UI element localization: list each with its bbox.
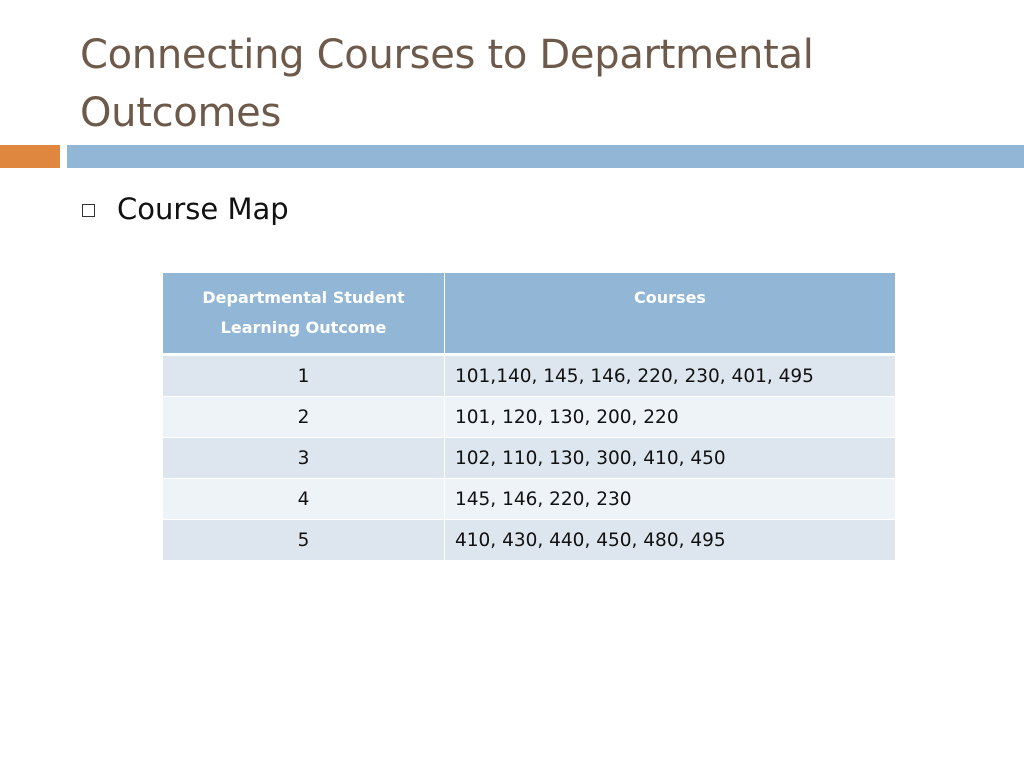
courses-cell: 145, 146, 220, 230 [445,479,896,520]
table-row [163,397,896,438]
outcome-number-cell: 3 [163,438,445,479]
course-map-table [162,272,896,561]
bullet-item [82,192,289,226]
courses-cell: 101, 120, 130, 200, 220 [445,397,896,438]
table-row [163,479,896,520]
bullet-text: Course Map [117,192,289,226]
header-outcome: Departmental Student Learning Outcome [163,273,445,355]
square-bullet-icon [82,204,95,217]
courses-cell: 102, 110, 130, 300, 410, 450 [445,438,896,479]
courses-cell: 101,140, 145, 146, 220, 230, 401, 495 [445,355,896,397]
table-header-row [163,273,896,355]
courses-cell: 410, 430, 440, 450, 480, 495 [445,520,896,561]
table-row [163,355,896,397]
accent-bar-blue [67,145,1024,168]
table-row [163,520,896,561]
slide-title: Connecting Courses to Departmental Outcomes [80,32,814,136]
outcome-number-cell: 2 [163,397,445,438]
outcome-number-cell: 4 [163,479,445,520]
header-courses: Courses [445,273,896,355]
accent-bar-orange [0,145,60,168]
outcome-number-cell: 5 [163,520,445,561]
table-row [163,438,896,479]
outcome-number-cell: 1 [163,355,445,397]
